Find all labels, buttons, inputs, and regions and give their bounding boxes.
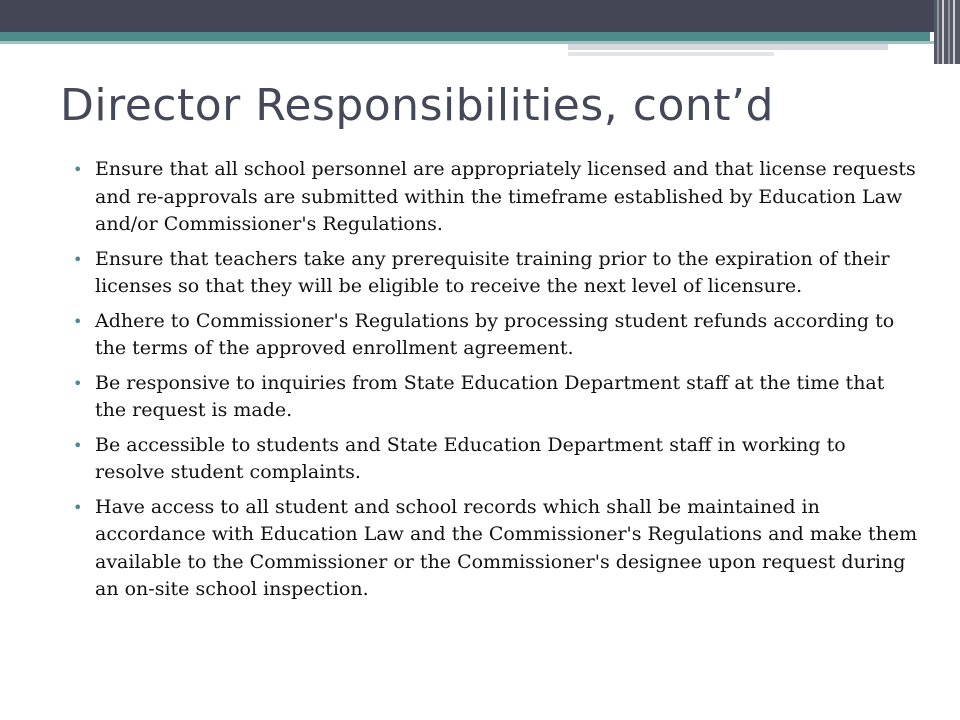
bullet-icon: • xyxy=(73,249,83,269)
bullet-text: Ensure that all school personnel are appropriately licensed and that license requests and re-approvals are submitted within the timeframe established by Education Law and/or Commissioner's Regulations. xyxy=(95,158,916,235)
slide-title: Director Responsibilities, cont’d xyxy=(60,80,774,131)
bullet-item xyxy=(73,370,918,425)
bullet-item xyxy=(73,156,918,239)
bullet-icon: • xyxy=(73,497,83,517)
bullet-text: Have access to all student and school records which shall be maintained in accordance with Education Law and the Commissioner's Regulations and make them available to the Commissioner or the Commissioner's designee upon request during an on-site school inspection. xyxy=(95,495,918,600)
bullet-item xyxy=(73,432,918,487)
bullet-icon: • xyxy=(73,311,83,331)
header-bar xyxy=(0,0,960,32)
bullet-item xyxy=(73,494,918,604)
corner-lines-decoration xyxy=(934,0,960,64)
bullet-text: Be accessible to students and State Education Department staff in working to resolve student complaints. xyxy=(95,433,846,483)
bullet-text: Ensure that teachers take any prerequisite training prior to the expiration of their licenses so that they will be eligible to receive the next level of licensure. xyxy=(95,247,890,297)
bullet-item xyxy=(73,246,918,301)
bullet-text: Adhere to Commissioner's Regulations by processing student refunds according to the terms of the approved enrollment agreement. xyxy=(95,309,895,359)
accent-stripe xyxy=(0,32,930,41)
bullet-text: Be responsive to inquiries from State Education Department staff at the time that the request is made. xyxy=(95,371,885,421)
decorative-bar-short xyxy=(568,52,774,56)
bullet-icon: • xyxy=(73,160,83,179)
bullet-list xyxy=(73,156,918,611)
bullet-icon: • xyxy=(73,373,83,393)
bullet-icon: • xyxy=(73,435,83,455)
bullet-item xyxy=(73,308,918,363)
